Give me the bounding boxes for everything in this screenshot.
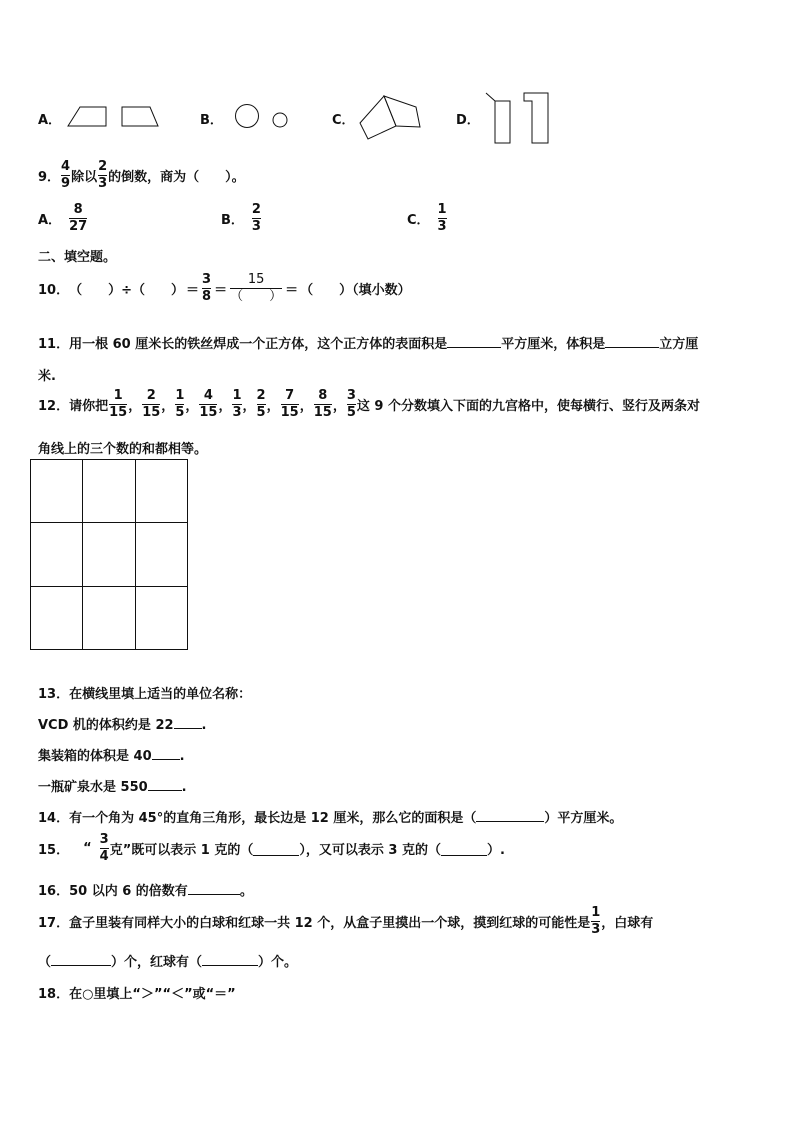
q8-d-shapes (484, 91, 554, 145)
grid-cell-2-2[interactable] (83, 523, 135, 586)
q9-mid-text: 除以 (71, 170, 98, 185)
q12-fraction-6 (257, 389, 266, 420)
q12-fraction-8 (314, 389, 332, 420)
q9-option-a-numerator: 8 (73, 202, 83, 217)
q12-fraction-9 (347, 389, 356, 420)
q15-blank-1[interactable] (253, 841, 299, 856)
q13-blank-2[interactable] (152, 759, 180, 760)
q12-separator: ， (299, 399, 313, 414)
q10-equals-1: ＝ (186, 283, 200, 298)
q17-text-d: ）个，红球有（ (111, 955, 203, 970)
q10-fraction (202, 273, 211, 304)
q12-separator: ， (185, 399, 199, 414)
q11-line-1 (38, 333, 698, 352)
q12-fraction-8-numerator: 8 (318, 388, 328, 403)
q17-text-e: ）个。 (258, 955, 298, 970)
q14-question (38, 807, 622, 826)
q13-item-1-text: VCD 机的体积约是 22 (38, 718, 174, 733)
q13-item-2-dot: . (179, 749, 185, 764)
q17-text-b: ，白球有 (601, 916, 654, 931)
q16-text-b: 。 (239, 884, 253, 899)
q15-question (38, 833, 505, 864)
q9-option-b-fraction (252, 203, 261, 234)
q8-option-c: C． (332, 113, 355, 128)
q9-question (38, 160, 245, 191)
section-heading-fill-blanks: 二、填空题。 (38, 250, 117, 265)
q9-fraction-2-denominator: 3 (98, 176, 108, 191)
q9-option-b-denominator: 3 (251, 219, 261, 234)
q9-fraction-2-numerator: 2 (98, 159, 108, 174)
q8-a-shapes (66, 104, 166, 130)
q10-fraction-numerator: 3 (202, 272, 212, 287)
q16-blank[interactable] (188, 894, 240, 895)
q9-option-c-denominator: 3 (437, 219, 447, 234)
q9-option-a-label: A． (38, 213, 62, 228)
q10-question (38, 273, 411, 304)
q15-number: 15． (38, 843, 70, 858)
q10-decimal-blank: （ ）（填小数） (300, 283, 411, 298)
q17-line-1 (38, 906, 653, 937)
q12-fraction-list (108, 389, 357, 420)
q10-fraction-2 (230, 273, 282, 304)
q17-text-a: 17．盒子里装有同样大小的白球和红球一共 12 个，从盒子里摸出一个球，摸到红球的可能性是 (38, 916, 591, 931)
q9-option-c-numerator: 1 (437, 202, 447, 217)
q12-separator: ， (332, 399, 346, 414)
q8-option-d: D． (456, 113, 480, 128)
q9-fraction-1-denominator: 9 (61, 176, 71, 191)
q13-title: 13．在横线里填上适当的单位名称： (38, 687, 252, 702)
q15-fraction-denominator: 4 (99, 849, 109, 864)
q17-blank-white[interactable] (51, 965, 111, 966)
q11-blank-volume[interactable] (605, 347, 659, 348)
q8-c-shapes (358, 94, 428, 144)
q9-option-c-fraction (438, 203, 447, 234)
q12-line-2: 角线上的三个数的和都相等。 (38, 442, 208, 457)
q8-b-circle-large (236, 105, 259, 128)
q12-fraction-7-denominator: 15 (280, 405, 299, 420)
q11-blank-area[interactable] (447, 347, 501, 348)
q10-fraction-2-denominator: （ ） (230, 289, 283, 304)
q15-text-a: 克”既可以表示 1 克的（ (109, 843, 254, 858)
q13-item-3-text: 一瓶矿泉水是 550 (38, 780, 148, 795)
q12-fraction-1-denominator: 15 (109, 405, 128, 420)
q12-fraction-9-numerator: 3 (346, 388, 356, 403)
grid-cell-2-3[interactable] (136, 523, 188, 586)
q8-option-b: B． (200, 113, 223, 128)
q12-fraction-3-denominator: 5 (175, 405, 185, 420)
q13-blank-3[interactable] (148, 790, 182, 791)
q8-b-shapes (232, 102, 302, 132)
q13-item-3 (38, 776, 187, 795)
q13-item-3-dot: . (181, 780, 187, 795)
q15-text-c: ）. (486, 843, 505, 858)
q10-fraction-2-numerator: 15 (247, 272, 265, 287)
q12-fraction-4-numerator: 4 (203, 388, 213, 403)
q12-tail-text: 这 9 个分数填入下面的九宫格中，使每横行、竖行及两条对 (356, 399, 700, 414)
q12-fraction-3-numerator: 1 (175, 388, 185, 403)
q18-question: 18．在○里填上“＞”“＜”或“＝” (38, 987, 236, 1002)
q16-question (38, 880, 253, 899)
q12-fraction-2-numerator: 2 (146, 388, 156, 403)
q13-item-2-text: 集装箱的体积是 40 (38, 749, 152, 764)
q17-fraction-denominator: 3 (591, 922, 601, 937)
q12-fraction-7-numerator: 7 (285, 388, 295, 403)
magic-square-grid (30, 459, 188, 650)
q13-item-1 (38, 714, 207, 733)
q9-option-b-label: B． (221, 213, 244, 228)
q17-fraction-numerator: 1 (591, 905, 601, 920)
q10-division-blanks: （ ）÷（ ） (69, 283, 184, 298)
q12-separator: ， (266, 399, 280, 414)
q11-text-a: 11．用一根 60 厘米长的铁丝焊成一个正方体，这个正方体的表面积是 (38, 337, 448, 352)
grid-cell-2-1[interactable] (31, 523, 83, 586)
q12-fraction-2 (142, 389, 160, 420)
q12-fraction-4 (199, 389, 217, 420)
q9-fraction-1 (61, 160, 70, 191)
q15-fraction (100, 833, 109, 864)
q9-option-c-label: C． (407, 213, 430, 228)
grid-cell-1-1[interactable] (31, 460, 83, 523)
q8-d-shape-1 (486, 93, 510, 143)
q17-text-c: （ (38, 955, 52, 970)
q11-text-b: 平方厘米，体积是 (501, 337, 606, 352)
q8-d-shape-2 (524, 93, 548, 143)
q10-fraction-denominator: 8 (202, 289, 212, 304)
grid-cell-3-1[interactable] (31, 587, 83, 650)
q11-text-c: 立方厘 (659, 337, 699, 352)
q9-option-b-numerator: 2 (251, 202, 261, 217)
q10-equals-3: ＝ (285, 283, 299, 298)
q9-fraction-1-numerator: 4 (61, 159, 71, 174)
q13-item-1-dot: . (201, 718, 207, 733)
q9-number: 9． (38, 170, 61, 185)
q8-a-trapezoid-1 (68, 107, 106, 126)
grid-cell-1-3[interactable] (136, 460, 188, 523)
q14-text-a: 14．有一个角为 45°的直角三角形，最长边是 12 厘米，那么它的面积是（ (38, 811, 477, 826)
q12-line-1 (38, 389, 700, 420)
q12-fraction-5 (232, 389, 241, 420)
q12-fraction-5-denominator: 3 (232, 405, 242, 420)
q13-item-2 (38, 745, 185, 764)
q15-blank-2[interactable] (441, 841, 487, 856)
q15-open-quote: “ (83, 841, 92, 856)
q15-text-b: ），又可以表示 3 克的（ (299, 843, 441, 858)
q9-option-b (221, 203, 262, 234)
q16-text-a: 16．50 以内 6 的倍数有 (38, 884, 188, 899)
q12-fraction-5-numerator: 1 (232, 388, 242, 403)
q9-option-a-fraction (69, 203, 87, 234)
q17-fraction (591, 906, 600, 937)
q17-blank-red[interactable] (202, 965, 258, 966)
q10-equals-2: ＝ (214, 283, 228, 298)
q12-fraction-1 (109, 389, 127, 420)
grid-cell-3-3[interactable] (136, 587, 188, 650)
q8-option-a: A． (38, 113, 62, 128)
q12-separator: ， (242, 399, 256, 414)
q13-blank-1[interactable] (174, 728, 202, 729)
q12-fraction-6-denominator: 5 (256, 405, 266, 420)
q14-text-b: ）平方厘米。 (544, 811, 623, 826)
q12-separator: ， (161, 399, 175, 414)
q8-c-quad-2 (384, 96, 420, 127)
q12-fraction-9-denominator: 5 (346, 405, 356, 420)
q12-fraction-7 (281, 389, 299, 420)
q12-separator: ， (128, 399, 142, 414)
q17-line-2 (38, 951, 297, 970)
q12-lead-text: 12．请你把 (38, 399, 109, 414)
q9-option-c (407, 203, 448, 234)
q12-fraction-4-denominator: 15 (199, 405, 218, 420)
q14-blank[interactable] (476, 821, 544, 822)
q15-fraction-numerator: 3 (99, 832, 109, 847)
q9-tail-text: 的倒数，商为（ ）。 (108, 170, 245, 185)
q9-fraction-2 (98, 160, 107, 191)
q10-number: 10． (38, 283, 70, 298)
grid-cell-1-2[interactable] (83, 460, 135, 523)
q11-line-2: 米. (38, 369, 56, 384)
q8-a-trapezoid-2 (122, 107, 158, 126)
q8-b-circle-small (273, 113, 287, 127)
q9-option-a-denominator: 27 (69, 219, 88, 234)
q12-fraction-6-numerator: 2 (256, 388, 266, 403)
q12-fraction-8-denominator: 15 (313, 405, 332, 420)
q12-fraction-2-denominator: 15 (142, 405, 161, 420)
q12-fraction-1-numerator: 1 (113, 388, 123, 403)
q8-c-quad-1 (360, 96, 396, 139)
grid-cell-3-2[interactable] (83, 587, 135, 650)
q9-option-a (38, 203, 88, 234)
q12-fraction-3 (175, 389, 184, 420)
q12-separator: ， (218, 399, 232, 414)
